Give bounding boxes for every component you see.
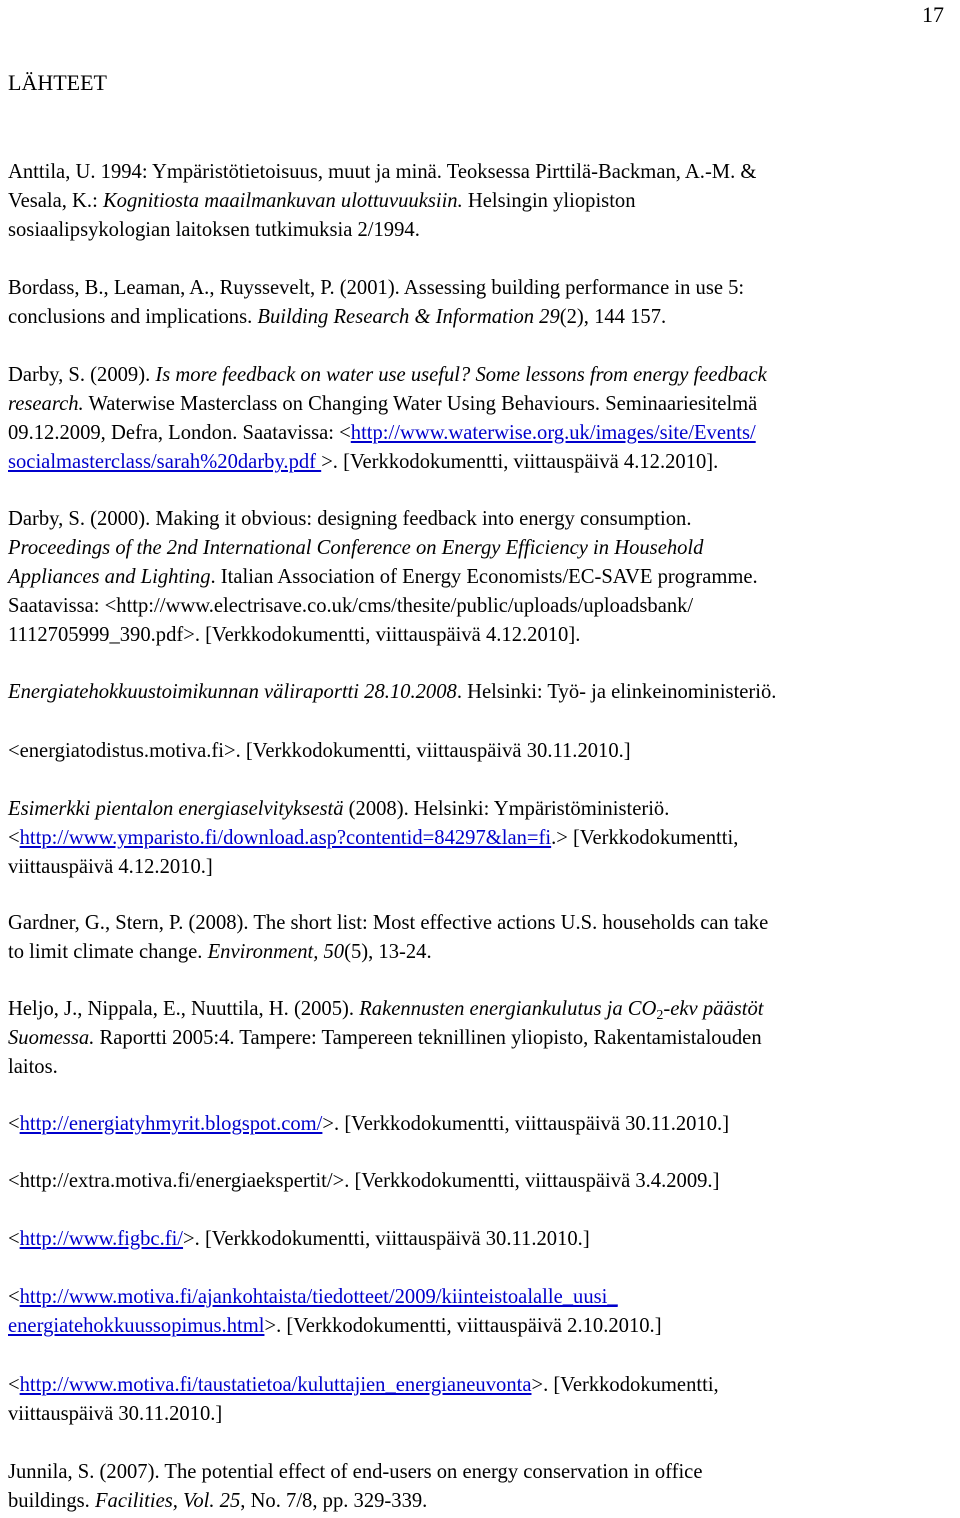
reference-line: Proceedings of the 2nd International Conference on Energy Efficiency in Household (8, 537, 704, 559)
reference-line: <energiatodistus.motiva.fi>. [Verkkodokumentti, viittauspäivä 30.11.2010.] (8, 740, 631, 762)
reference-line: conclusions and implications. Building Research & Information 29(2), 144 157. (8, 306, 667, 328)
reference-line: <http://energiatyhmyrit.blogspot.com/>. [Verkkodokumentti, viittauspäivä 30.11.2010.] (8, 1113, 730, 1135)
reference-energiaekspertit (8, 1167, 953, 1196)
reference-motiva-neuvonta (8, 1371, 953, 1429)
reference-line: buildings. Facilities, Vol. 25, No. 7/8, pp. 329-339. (8, 1490, 428, 1512)
reference-line: Energiatehokkuustoimikunnan väliraportti 28.10.2008. Helsinki: Työ- ja elinkeinoministeriö. (8, 681, 777, 703)
reference-esimerkki-2008 (8, 795, 953, 882)
reference-line: Heljo, J., Nippala, E., Nuuttila, H. (2005). Rakennusten energiankulutus ja $CO_2$-ekv päästöt (8, 998, 764, 1023)
reference-line: Anttila, U. 1994: Ympäristötietoisuus, muut ja minä. Teoksessa Pirttilä-Backman, A.-M. & (8, 161, 757, 183)
reference-anttila-1994 (8, 158, 953, 245)
reference-line: Gardner, G., Stern, P. (2008). The short list: Most effective actions U.S. households can take (8, 912, 769, 934)
reference-heljo-2005 (8, 995, 953, 1082)
reference-line: to limit climate change. Environment, 50(5), 13-24. (8, 941, 432, 963)
reference-line: sosiaalipsykologian laitoksen tutkimuksia 2/1994. (8, 219, 420, 241)
reference-line: socialmasterclass/sarah%20darby.pdf >. [Verkkodokumentti, viittauspäivä 4.12.2010]. (8, 451, 719, 473)
reference-line: Saatavissa: <http://www.electrisave.co.uk/cms/thesite/public/uploads/uploadsbank/ (8, 595, 694, 617)
reference-line: <http://www.motiva.fi/taustatietoa/kuluttajien_energianeuvonta>. [Verkkodokumentti, (8, 1374, 719, 1396)
reference-line: Bordass, B., Leaman, A., Ruyssevelt, P. (2001). Assessing building performance in use 5: (8, 277, 745, 299)
reference-line: laitos. (8, 1056, 58, 1078)
reference-motiva-tiedote (8, 1283, 953, 1341)
reference-line: Esimerkki pientalon energiaselvityksestä (2008). Helsinki: Ympäristöministeriö. (8, 798, 670, 820)
reference-line: viittauspäivä 30.11.2010.] (8, 1403, 223, 1425)
motiva-tiedote-link-continued[interactable]: energiatehokkuussopimus.html (8, 1315, 265, 1337)
reference-line: viittauspäivä 4.12.2010.] (8, 856, 213, 878)
reference-line: 1112705999_390.pdf>. [Verkkodokumentti, viittauspäivä 4.12.2010]. (8, 624, 581, 646)
reference-line: Suomessa. Raportti 2005:4. Tampere: Tampereen teknillinen yliopisto, Rakentamistalouden (8, 1027, 762, 1049)
motiva-neuvonta-link[interactable]: http://www.motiva.fi/taustatietoa/kuluttajien_energianeuvonta (19, 1374, 532, 1396)
reference-line: Vesala, K.: Kognitiosta maailmankuvan ulottuvuuksiin. Helsingin yliopiston (8, 190, 636, 212)
reference-line: <http://www.motiva.fi/ajankohtaista/tiedotteet/2009/kiinteistoalalle_uusi_ (8, 1286, 618, 1308)
page-number: 17 (922, 2, 944, 27)
reference-darby-2000 (8, 505, 953, 650)
reference-line: 09.12.2009, Defra, London. Saatavissa: <http://www.waterwise.org.uk/images/site/Events/ (8, 422, 756, 444)
reference-darby-2009 (8, 361, 953, 477)
reference-line: energiatehokkuussopimus.html>. [Verkkodokumentti, viittauspäivä 2.10.2010.] (8, 1315, 662, 1337)
ymparisto-link[interactable]: http://www.ymparisto.fi/download.asp?contentid=84297&lan=fi (19, 827, 552, 849)
reference-energiatodistus (8, 737, 953, 766)
energiatyhmyrit-link[interactable]: http://energiatyhmyrit.blogspot.com/ (19, 1113, 323, 1135)
reference-energiatehokkuustoimikunta-2008 (8, 678, 953, 707)
reference-line: research. Waterwise Masterclass on Changing Water Using Behaviours. Seminaariesitelmä (8, 393, 758, 415)
reference-energiatyhmyrit (8, 1110, 953, 1139)
reference-junnila-2007 (8, 1458, 953, 1516)
waterwise-link-continued[interactable]: socialmasterclass/sarah%20darby.pdf (8, 451, 322, 473)
reference-line: Appliances and Lighting. Italian Association of Energy Economists/EC-SAVE programme. (8, 566, 758, 588)
reference-gardner-2008 (8, 909, 953, 967)
waterwise-link[interactable]: http://www.waterwise.org.uk/images/site/Events/ (350, 422, 756, 444)
reference-figbc (8, 1225, 953, 1254)
reference-line: <http://extra.motiva.fi/energiaekspertit/>. [Verkkodokumentti, viittauspäivä 3.4.2009.] (8, 1170, 720, 1192)
reference-line: <http://www.ymparisto.fi/download.asp?contentid=84297&lan=fi.> [Verkkodokumentti, (8, 827, 739, 849)
reference-line: <http://www.figbc.fi/>. [Verkkodokumentti, viittauspäivä 30.11.2010.] (8, 1228, 590, 1250)
page-title: LÄHTEET (8, 70, 107, 95)
reference-line: Darby, S. (2009). Is more feedback on water use useful? Some lessons from energy feedback (8, 364, 767, 386)
motiva-tiedote-link[interactable]: http://www.motiva.fi/ajankohtaista/tiedotteet/2009/kiinteistoalalle_uusi_ (19, 1286, 618, 1308)
figbc-link[interactable]: http://www.figbc.fi/ (19, 1228, 184, 1250)
reference-line: Darby, S. (2000). Making it obvious: designing feedback into energy consumption. (8, 508, 692, 530)
reference-bordass-2001 (8, 274, 953, 332)
reference-line: Junnila, S. (2007). The potential effect of end-users on energy conservation in office (8, 1461, 703, 1483)
